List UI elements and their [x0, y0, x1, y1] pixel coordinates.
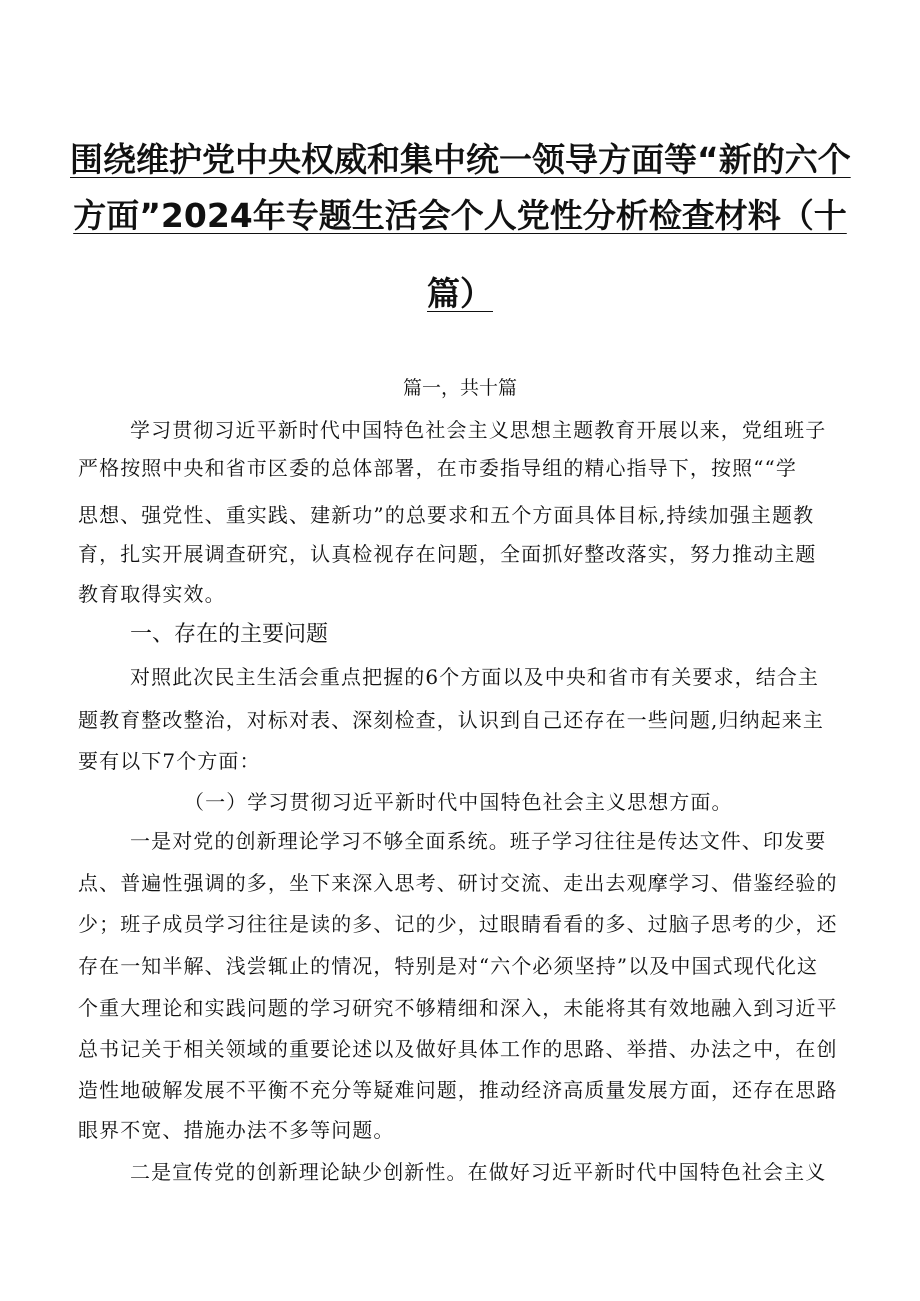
intro-line-2: 严格按照中央和省市区委的总体部署，在市委指导组的精心指导下，按照““学	[78, 456, 797, 480]
point-one-line-2: 点、普遍性强调的多，坐下来深入思考、研讨交流、走出去观摩学习、借鉴经验的	[78, 871, 838, 895]
point-one-line-8: 眼界不宽、措施办法不多等问题。	[78, 1118, 395, 1142]
title-line-3: 篇）	[427, 274, 493, 313]
section-intro-line-3: 要有以下7个方面：	[78, 749, 261, 773]
point-one-line-6: 总书记关于相关领域的重要论述以及做好具体工作的思路、举措、办法之中，在创	[78, 1037, 838, 1061]
point-one-line-7: 造性地破解发展不平衡不充分等疑难问题，推动经济高质量发展方面，还存在思路	[78, 1078, 838, 1102]
intro-line-5: 教育取得实效。	[78, 582, 226, 606]
intro-line-4: 育，扎实开展调查研究，认真检视存在问题，全面抓好整改落实，努力推动主题	[78, 542, 817, 566]
section-intro-line-2: 题教育整改整治，对标对表、深刻检查，认识到自己还存在一些问题,归纳起来主	[78, 708, 824, 732]
subtitle: 篇一，共十篇	[402, 377, 517, 399]
title-line-2: 方面”2024年专题生活会个人党性分析检查材料（十	[73, 196, 847, 235]
section-intro-line-1: 对照此次民主生活会重点把握的6个方面以及中央和省市有关要求，结合主	[130, 665, 820, 689]
point-one-line-5: 个重大理论和实践问题的学习研究不够精细和深入，未能将其有效地融入到习近平	[78, 996, 838, 1020]
intro-line-3: 思想、强党性、重实践、建新功”的总要求和五个方面具体目标,持续加强主题教	[78, 503, 815, 527]
intro-line-1: 学习贯彻习近平新时代中国特色社会主义思想主题教育开展以来，党组班子	[130, 418, 827, 442]
subsection-heading: （一）学习贯彻习近平新时代中国特色社会主义思想方面。	[184, 790, 733, 814]
point-one-line-4: 存在一知半解、浅尝辄止的情况，特别是对“六个必须坚持”以及中国式现代化这	[78, 954, 819, 978]
point-one-line-3: 少；班子成员学习往往是读的多、记的少，过眼睛看看的多、过脑子思考的少，还	[78, 912, 838, 936]
title-line-1: 围绕维护党中央权威和集中统一领导方面等“新的六个	[70, 140, 851, 179]
point-one-line-1: 一是对党的创新理论学习不够全面系统。班子学习往往是传达文件、印发要	[130, 829, 827, 853]
point-two-line-1: 二是宣传党的创新理论缺少创新性。在做好习近平新时代中国特色社会主义	[130, 1160, 827, 1184]
section-heading: 一、存在的主要问题	[130, 622, 329, 647]
